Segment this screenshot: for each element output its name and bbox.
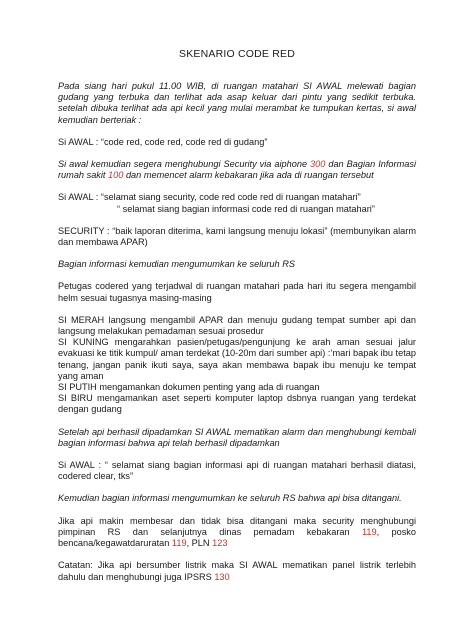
pln-number: 123 [212,538,228,549]
codered-clear-dialogue: Si AWAL : “ selamat siang bagian informasi api di ruangan matahari berhasil diatasi, codered clear, tks” [58,460,416,482]
announcement-paragraph: Bagian informasi kemudian mengumumkan ke seluruh RS [58,259,295,270]
text-span: Catatan: Jika api bersumber listrik maka SI AWAL mematikan panel listrik terlebih dahulu dan menghubungi juga IPSRS [58,560,416,582]
text-span: , posko bencana/kegawatdaruratan [58,526,416,549]
intro-paragraph: Pada siang hari pukul 11.00 WIB, di ruangan matahari SI AWAL melewati bagian gudang yang terbuka dan terlihat ada asap keluar dari pintu yang sedikit terbuka. setelah dibuka terlihat ada api kecil yang mulai merambat ke tumpukan kertas, si awal kemudian berteriak : [58,81,416,125]
dialogue-line-security: Si AWAL : “selamat siang security, code red code red di ruangan matahari” [58,192,361,203]
si-awal-shout: Si AWAL : “code red, code red, code red di gudang” [58,136,268,147]
fire-extinguished-paragraph: Setelah api berhasil dipadamkan SI AWAL mematikan alarm dan menghubungi kembali bagian informasi bahwa api telah berhasil dipadamkan [58,426,416,448]
role-si-biru: SI BIRU mengamankan aset seperti komputer laptop dsbnya ruangan yang terdekat dengan gudang [58,393,416,415]
role-si-merah: SI MERAH langsung mengambil APAR dan menuju gudang tempat sumber api dan langsung melakukan pemadaman sesuai prosedur [58,314,416,337]
document-title: SKENARIO CODE RED [178,48,295,60]
role-si-putih: SI PUTIH mengamankan dokumen penting yang ada di ruangan [58,382,320,393]
call-security-paragraph [58,159,416,181]
ipsrs-number: 130 [214,571,230,582]
text-span: dan memencet alarm kebakaran jika ada di ruangan tersebut [123,170,374,181]
text-span: Si awal kemudian segera menghubungi Security via aiphone [58,159,311,170]
text-span: dan Bagian Informasi rumah sakit [58,159,416,181]
role-si-kuning: SI KUNING mengarahkan pasien/petugas/pengunjung ke arah aman sesuai jalur evakuasi ke titik kumpul/ aman terdekat (10-20m dari sumber api) :’mari bapak ibu tetap tenang, jangan panik ikuti saya, saya akan membawa bapak ibu menuju ke tempat yang aman [58,337,416,381]
dialogue-line-information: “ selamat siang bagian informasi code red di ruangan matahari” [117,203,375,214]
text-span: Jika api makin membesar dan tidak bisa ditangani maka security menghubungi pimpinan RS dan selanjutnya dinas pemadam kebakaran [58,515,416,537]
emergency-post-number: 119 [171,538,187,549]
information-extension-number: 100 [108,170,124,181]
team-roles-paragraph [58,315,416,416]
fire-department-number: 119 [361,526,377,537]
text-span: , PLN [186,538,213,549]
codered-team-paragraph: Petugas codered yang terjadwal di ruangan matahari pada hari itu segera mengambil helm sesuai tugasnya masing-masing [58,281,416,303]
note-paragraph [58,560,416,582]
security-response: SECURITY : “baik laporan diterima, kami langsung menuju lokasi” (membunyikan alarm dan membawa APAR) [58,225,416,248]
escalation-paragraph [58,516,416,550]
security-extension-number: 300 [310,159,326,170]
si-awal-call-dialogue [58,192,416,214]
final-announcement-paragraph: Kemudian bagian informasi mengumumkan ke seluruh RS bahwa api bisa ditangani. [58,493,402,504]
